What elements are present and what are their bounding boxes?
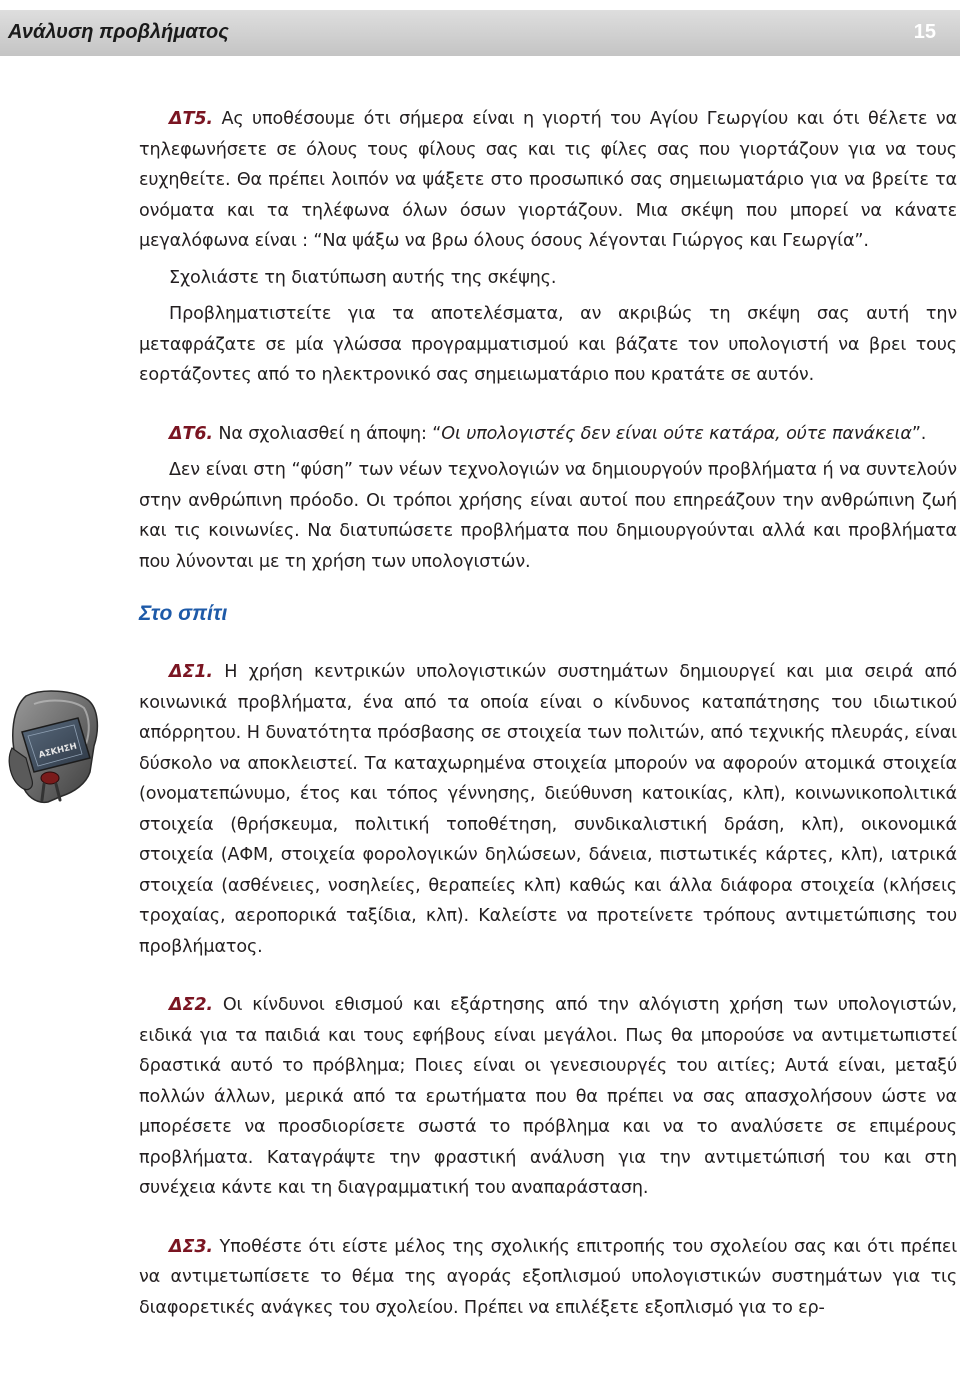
page-header [0,10,960,56]
exercise-text: Ας υποθέσουμε ότι σήμερα είναι η γιορτή του Αγίου Γεωργίου και ότι θέλετε να τηλεφωνήσετε σε όλους τους φίλους σας και τις φίλες σας που γιορτάζουν για να τους ευχηθείτε. Θα πρέπει λοιπόν να ψάξετε στο προσωπικό σας σημειωματάριο για να βρείτε τα ονόματα και τα τηλέφωνα όλων όσων γιορτάζουν. Μια σκέψη που μπορεί να κάνατε μεγαλόφωνα είναι : “Να ψάξω να βρω όλους όσους λέγονται Γιώργος και Γεωργία”. [139,109,957,251]
exercise-chair-illustration [4,688,108,806]
exercise-ds2 [139,990,957,1204]
exercise-dt5 [139,104,957,257]
exercise-text: Η χρήση κεντρικών υπολογιστικών συστημάτων δημιουργεί και μια σειρά από κοινωνικά προβλήματα, ένα από τα οποία είναι ο κίνδυνος καταπάτησης του ιδιωτικού απόρρητου. Η δυνατότητα πρόσβασης σε στοιχεία των πολιτών, από τεχνικής πλευράς, είναι δύσκολο να αποκλειστεί. Τα καταχωρημένα στοιχεία μπορούν να αφορούν ατομικά στοιχεία (ονοματεπώνυμο, έτος και τόπος γέννησης, διεύθυνση κατοικίας, κλπ), κοινωνικοπολιτικά στοιχεία (θρήσκευμα, πολιτική τοποθέτηση, συνδικαλιστική δράση, κλπ), οικονομικά στοιχεία (ΑΦΜ, στοιχεία φορολογικών δηλώσεων, δάνεια, πιστωτικές κάρτες, κλπ), ιατρικά στοιχεία (ασθένειες, νοσηλείες, θεραπείες κλπ) καθώς και άλλα διάφορα στοιχεία (κλήσεις τροχαίας, αεροπορικά ταξίδια, κλπ). Καλείστε να προτείνετε τρόπους αντιμετώπισης του προβλήματος. [139,662,957,957]
dt5-question: Σχολιάστε τη διατύπωση αυτής της σκέψης. [169,267,557,288]
exercise-text-end: ”. [911,423,927,444]
dt5-paragraph: Προβληματιστείτε για τα αποτελέσματα, αν ακριβώς τη σκέψη σας αυτή την μεταφράζατε σε μία γλώσσα προγραμματισμού και βάζατε τον υπολογιστή να βρει τους εορτάζοντες από το ηλεκτρονικό σας σημειωματάριο που κρατάτε σε αυτόν. [139,304,957,385]
exercise-ds1 [139,657,957,962]
exercise-label: ΔΤ6. [169,423,213,444]
exercise-label: ΔΤ5. [169,109,213,129]
exercise-label: ΔΣ1. [169,662,213,682]
illustration-label: ΑΣΚΗΣΗ [37,741,79,761]
chapter-title: Ανάλυση προβλήματος [8,21,229,43]
exercise-text: Να σχολιασθεί η άποψη: “ [212,423,442,444]
dt6-paragraph: Δεν είναι στη “φύση” των νέων τεχνολογιών να δημιουργούν προβλήματα ή να συντελούν στην ανθρώπινη πρόοδο. Οι τρόποι χρήσης είναι αυτοί που επηρεάζουν την ανθρώπινη ζωή και τις κοινωνίες. Να διατυπώσετε προβλήματα που δημιουργούνται αλλά και προβλήματα που λύνονται με τη χρήση των υπολογιστών. [139,460,957,572]
exercise-text: Οι κίνδυνοι εθισμού και εξάρτησης από την αλόγιστη χρήση των υπολογιστών, ειδικά για τα παιδιά και τους εφήβους είναι μεγάλοι. Πως θα μπορούσε να αντιμετωπιστεί δραστικά αυτό το πρόβλημα; Ποιες είναι οι γενεσιουργές του αιτίες; Αυτά είναι, μεταξύ πολλών άλλων, μερικά από τα ερωτήματα που θα πρέπει να σας απασχολήσουν ώστε να μπορέσετε να προσδιορίσετε σωστά το πρόβλημα και να το αναλύσετε σε επιμέρους προβλήματα. Καταγράψτε την φραστική ανάλυση για την αντιμετώπισή του και στη συνέχεια κάντε και τη διαγραμματική του αναπαράσταση. [139,995,957,1198]
page-content [139,104,957,1323]
exercise-dt6 [139,419,957,450]
exercise-label: ΔΣ3. [169,1236,213,1257]
page-number: 15 [913,21,936,43]
quote-text: Οι υπολογιστές δεν είναι ούτε κατάρα, ούτε πανάκεια [441,423,912,444]
exercise-ds3 [139,1232,957,1324]
section-title: Στο σπίτι [139,602,228,625]
exercise-text: Υποθέστε ότι είστε μέλος της σχολικής επιτροπής του σχολείου σας και ότι πρέπει να αντιμετωπίσετε το θέμα της αγοράς εξοπλισμού υπολογιστικών συστημάτων για τις διαφορετικές ανάγκες του σχολείου. Πρέπει να επιλέξετε εξοπλισμό για το ερ- [139,1236,957,1318]
exercise-label: ΔΣ2. [169,995,213,1015]
